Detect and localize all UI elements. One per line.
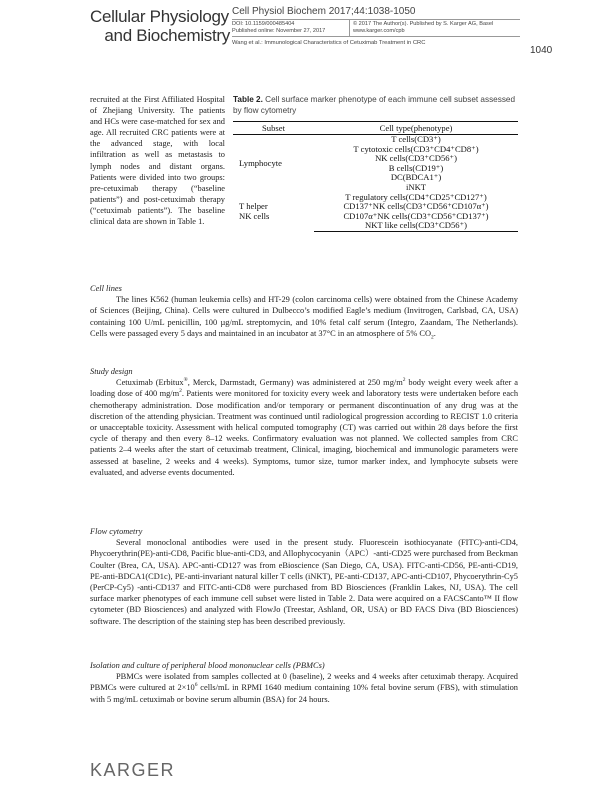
section-pbmc xyxy=(90,660,518,705)
cell-type: T regulatory cells(CD4⁺CD25⁺CD127⁺) xyxy=(345,191,487,202)
cell-type: NK cells(CD3⁺CD56⁺) xyxy=(375,153,457,164)
table-caption xyxy=(233,94,518,116)
cell-type: T cytotoxic cells(CD3⁺CD4⁺CD8⁺) xyxy=(353,143,479,154)
table-2 xyxy=(233,94,518,232)
citation: Cell Physiol Biochem 2017;44:1038-1050 xyxy=(232,6,520,20)
copyright: © 2017 The Author(s). Published by S. Karger AG, Basel xyxy=(353,21,494,27)
subset-nk-label: NK cells xyxy=(239,211,270,221)
section-study-design xyxy=(90,366,518,478)
header-meta-right xyxy=(350,20,520,36)
section-heading: Study design xyxy=(90,367,133,376)
superscript: 2 xyxy=(402,377,406,384)
cell-type: CD137⁺NK cells(CD3⁺CD56⁺CD107α⁺) xyxy=(343,201,489,212)
header-meta-row xyxy=(232,20,520,37)
page-number: 1040 xyxy=(530,45,553,56)
text-run: body weight every week after a loading dose of 400 mg/m xyxy=(90,378,518,399)
text-run: . xyxy=(433,328,436,338)
header-meta-left xyxy=(232,20,350,36)
text-run: The lines K562 (human leukemia cells) and HT-29 (colon carcinoma cells) were obtained from the Chinese Academy of Sciences (Beijing, China). Cells were cultured in Dulbecco’s modified Eagle’s medium (Invitrogen, Carlsbad, CA, USA) containing 100 U/mL penicillin, 100 µg/mL streptomycin, and 10% fetal calf serum (Integro, Zaandam, The Netherlands). Cells were passaged every 5 days and maintained in an incubator at 37°C in an atmosphere of 5% CO xyxy=(90,295,518,338)
section-flow-cytometry xyxy=(90,526,518,627)
section-cell-lines xyxy=(90,283,518,339)
section-heading: Cell lines xyxy=(90,284,122,293)
subset-thelper-nk xyxy=(233,193,314,232)
subscript: 2 xyxy=(431,334,434,341)
text-run: Cetuximab (Erbitux xyxy=(116,378,184,388)
left-column-text: recruited at the First Affiliated Hospital of Zhejiang University. The patients and HCs were case-matched for sex and age. All recruited CRC patients were at the advanced stage, with local infiltration as well as metastasis to lymph nodes and distant organs. Patients were divided into two groups: pre-cetuximab therapy (“baseline patients”) and post-cetuximab therapy (“cetuximab patients”). The baseline clinical data are shown in Table 1. xyxy=(90,95,225,227)
table-header-row xyxy=(233,122,518,135)
text-run: cells/mL in RPMI 1640 medium containing 10% fetal bovine serum (FBS), with stimulation with 5 mg/mL cetuximab or bovine serum albumin (BSA) for 24 hours. xyxy=(90,683,518,704)
text-run: . Patients were monitored for toxicity every week and laboratory tests were undertaken before each chemotherapy administration. Dose modification and/or temporary or permanent discontinuation of any drug was at the discretion of the attending physician. Treatment was continued until radiological progression according to RECIST 1.0 criteria or unacceptable toxicity. Assessment with helical computed tomography (CT) was carried out within 28 days before the first cycle of therapy and then every 8–12 weeks. Confirmatory evaluation was not planned. We collected samples from CRC patients 2–4 weeks after the start of cetuximab treatment, Clinical, imaging, biochemical and immunologic parameters were assessed at baseline, 2 weeks and 4 weeks). Symptoms, tumor size, tumor marker index, and lymphocyte subsets were evaluated, and adverse events documented. xyxy=(90,389,519,477)
text-run: , Merck, Darmstadt, Germany) was administered at 250 mg/m xyxy=(187,378,403,388)
subset-lymphocyte: Lymphocyte xyxy=(239,157,282,168)
col-type-header: Cell type(phenotype) xyxy=(314,122,518,135)
col-subset-header: Subset xyxy=(233,122,314,135)
section-heading: Flow cytometry xyxy=(90,527,143,536)
cell-type: CD107α⁺NK cells(CD3⁺CD56⁺CD137⁺) xyxy=(343,210,489,221)
text-run: PBMCs were isolated from samples collected at 0 (baseline), 2 weeks and 4 weeks after cetuximab therapy. Acquired PBMCs were cultured at 2×10 xyxy=(90,672,518,693)
marker-table xyxy=(233,121,518,232)
publisher-logo: KARGER xyxy=(90,760,176,780)
table-label: Table 2. xyxy=(233,95,263,104)
journal-title-line2: and Biochemistry xyxy=(104,26,230,45)
section-paragraph xyxy=(90,377,518,478)
cell-type: B cells(CD19⁺) xyxy=(388,162,444,173)
section-heading: Isolation and culture of peripheral blood mononuclear cells (PBMCs) xyxy=(90,661,325,670)
journal-title xyxy=(90,7,230,45)
cell-type: DC(BDCA1⁺) xyxy=(390,172,442,183)
published-date: Published online: November 27, 2017 xyxy=(232,28,326,35)
website: www.karger.com/cpb xyxy=(353,28,405,35)
section-paragraph xyxy=(90,294,518,339)
superscript: 6 xyxy=(194,682,198,689)
cell-type: NKT like cells(CD3⁺CD56⁺) xyxy=(314,221,518,231)
short-title: Wang et al.: Immunological Characteristics of Cetuximab Treatment in CRC xyxy=(232,40,426,47)
section-paragraph: Several monoclonal antibodies were used in the present study. Fluorescein isothiocyanate (FITC)-anti-CD4, Phycoerythrin(PE)-anti-CD8, Pacific blue-anti-CD3, and Allophycocyanin（APC）-anti-CD25 were purchased from Beckman Coulter (Brea, CA, USA). APC-anti-CD127 was from eBioscience (San Diego, CA, USA). FITC-anti-CD56, PE-anti-CD19, PE-anti-BDCA1(CD1c), PE-anti-invariant natural killer T cells (iNKT), PE-anti-CD137, APC-anti-CD107, Phycoerythrin-Cy5 (PerCP-Cy5) -anti-CD137 and FITC-anti-CD8 were purchased from BD Biosciences (Franklin Lakes, NJ, USA). The cell surface marker phenotypes of each immune cell subset were listed in Table 2. Data were acquired on a FACSCanto™ II flow cytometer (BD Biosciences) and analyzed with FlowJo (Treestar, Ashland, OR, USA) or BD FACS Diva (BD Biosciences) software. The description of the staining step has been described previously. xyxy=(90,538,518,626)
cell-type: iNKT xyxy=(405,181,427,192)
header-info-box xyxy=(232,6,520,46)
table-caption-text: Cell surface marker phenotype of each immune cell subset assessed by flow cytometry xyxy=(233,95,516,115)
registered-mark: ® xyxy=(183,377,188,384)
journal-title-line1: Cellular Physiology xyxy=(90,7,229,26)
cell-type: T cells(CD3⁺) xyxy=(391,134,441,144)
doi: DOI: 10.1159/000485404 xyxy=(232,21,295,27)
subset-thelper-label: T helper xyxy=(239,201,268,212)
superscript: 2 xyxy=(179,388,182,395)
section-paragraph xyxy=(90,671,518,705)
